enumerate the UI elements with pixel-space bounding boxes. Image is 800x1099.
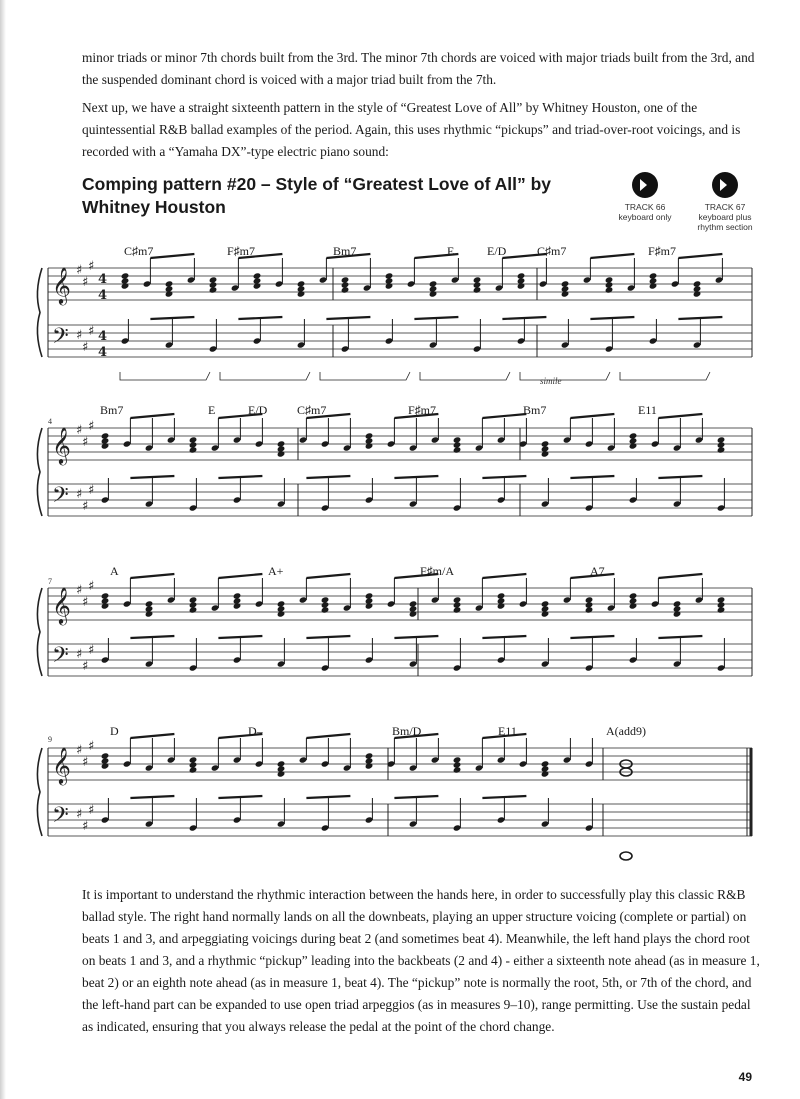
chord-symbol: Bm7 [100, 403, 124, 417]
note-head [253, 272, 262, 279]
note-head [585, 596, 594, 603]
beam [482, 414, 526, 418]
note-head [517, 272, 526, 279]
beam [150, 254, 194, 258]
note-head [189, 436, 198, 443]
chord-symbol: A(add9) [606, 724, 646, 738]
chord-symbol: E11 [498, 724, 517, 738]
measure-number: 7 [48, 577, 52, 586]
track-66-label: TRACK 66 [624, 202, 666, 212]
chord-symbol: A+ [268, 564, 284, 578]
beam [678, 317, 722, 319]
note-head [541, 760, 550, 767]
pedal-bracket [420, 372, 510, 380]
beam [394, 796, 438, 798]
beam [678, 254, 722, 258]
chord-symbol: E [447, 244, 455, 258]
sharp-icon: ♯ [82, 659, 89, 674]
sharp-icon: ♯ [88, 803, 95, 818]
note-head [121, 272, 130, 279]
note-head [473, 276, 482, 283]
sharp-icon: ♯ [82, 435, 89, 450]
beam [130, 414, 174, 418]
beam [570, 636, 614, 638]
beam [482, 636, 526, 638]
note-head [541, 600, 550, 607]
chord-symbol: Bm7 [523, 403, 547, 417]
chord-symbol: E [208, 403, 216, 417]
beam [394, 476, 438, 478]
note-head [693, 280, 702, 287]
bass-clef-icon: 𝄢 [52, 324, 69, 354]
beam [326, 317, 370, 319]
beam [218, 476, 262, 478]
beam [238, 317, 282, 319]
system-brace [37, 588, 42, 676]
note-head [189, 596, 198, 603]
note-head [605, 276, 614, 283]
body-paragraph: It is important to understand the rhythmic interaction between the hands here, in order to successfully play this classic R&B ballad style. The right hand normally lands on all the downbeats, playing an upper structure voicing (complete or partial) on beats 1 and 3, and arpeggiating voicings during beat 2 (and sometimes beat 4). Meanwhile, the left hand plays the chord root on beats 1 and 3, and a rhythmic “pickup” leading into the backbeats (2 and 4) - either a sixteenth note ahead (as in measure 1, beat 2) or an eighth note ahead (as in measure 1, beat 4). The “pickup” note is normally the root, 5th, or 7th of the chord, and the left-hand part can be expanded to use open triad arpeggios (as in measures 9–10), range permitting. Use the sustain pedal as indicated, ensuring that you always release the pedal at the point of the chord change. [82, 887, 760, 1034]
note-head [453, 756, 462, 763]
note-head [233, 592, 242, 599]
sharp-icon: ♯ [76, 647, 83, 662]
whole-note [620, 852, 632, 860]
beam [590, 317, 634, 319]
note-head [101, 592, 110, 599]
note-head [717, 436, 726, 443]
note-head [341, 276, 350, 283]
beam [130, 796, 174, 798]
notation-marks [101, 254, 751, 860]
beam [130, 476, 174, 478]
note-head [189, 756, 198, 763]
pedal-bracket [120, 372, 210, 380]
note-head [277, 600, 286, 607]
note-head [409, 600, 418, 607]
time-signature: 4 [98, 288, 108, 303]
sharp-icon: ♯ [82, 819, 89, 834]
treble-clef-icon: 𝄞 [52, 266, 71, 304]
sharp-icon: ♯ [76, 807, 83, 822]
note-head [541, 440, 550, 447]
chord-symbol: Bm/D [392, 724, 422, 738]
beam [306, 476, 350, 478]
track-66-note: keyboard only [618, 212, 672, 222]
beam [150, 317, 194, 319]
page-number: 49 [738, 1070, 752, 1084]
sharp-icon: ♯ [88, 419, 95, 434]
measure-number: 4 [48, 417, 52, 426]
treble-clef-icon: 𝄞 [52, 426, 71, 464]
chord-symbol: D– [248, 724, 263, 738]
note-head [453, 436, 462, 443]
sharp-icon: ♯ [88, 579, 95, 594]
bass-clef-icon: 𝄢 [52, 643, 69, 673]
sharp-icon: ♯ [76, 423, 83, 438]
sharp-icon: ♯ [88, 643, 95, 658]
note-head [365, 432, 374, 439]
beam [482, 476, 526, 478]
beam [306, 796, 350, 798]
bass-clef-icon: 𝄢 [52, 483, 69, 513]
beam [658, 574, 702, 578]
pedal-bracket [520, 372, 610, 380]
sharp-icon: ♯ [82, 755, 89, 770]
beam [570, 476, 614, 478]
pedal-bracket [320, 372, 410, 380]
note-head [165, 280, 174, 287]
note-head [321, 596, 330, 603]
note-head [365, 752, 374, 759]
beam [306, 636, 350, 638]
beam [394, 636, 438, 638]
system-brace [37, 428, 42, 516]
note-head [561, 280, 570, 287]
beam [658, 414, 702, 418]
chord-symbol: C♯m7 [297, 403, 327, 417]
chord-symbol: F♯m7 [408, 403, 437, 417]
chord-symbol: Bm7 [333, 244, 357, 258]
chord-symbol: C♯m7 [124, 244, 154, 258]
note-head [365, 592, 374, 599]
treble-clef-icon: 𝄞 [52, 746, 71, 784]
chord-symbol: E11 [638, 403, 657, 417]
measure-number: 9 [48, 735, 52, 744]
sharp-icon: ♯ [76, 743, 83, 758]
sharp-icon: ♯ [76, 583, 83, 598]
simile-marking: simile [540, 376, 562, 386]
sharp-icon: ♯ [82, 499, 89, 514]
note-head [629, 432, 638, 439]
beam [218, 636, 262, 638]
pedal-bracket [220, 372, 310, 380]
sharp-icon: ♯ [88, 259, 95, 274]
sharp-icon: ♯ [82, 340, 89, 355]
chord-symbol: F♯m/A [420, 564, 455, 578]
beam [130, 734, 174, 738]
chord-symbol: F♯m7 [648, 244, 677, 258]
time-signature: 4 [98, 345, 108, 360]
pedal-bracket [620, 372, 710, 380]
chord-symbol: F♯m7 [227, 244, 256, 258]
note-head [673, 600, 682, 607]
chord-symbol: A [110, 564, 119, 578]
sharp-icon: ♯ [76, 487, 83, 502]
note-head [101, 752, 110, 759]
chord-symbol: D [110, 724, 119, 738]
note-head [209, 276, 218, 283]
note-head [145, 600, 154, 607]
beam [306, 574, 350, 578]
beam [590, 254, 634, 258]
sharp-icon: ♯ [88, 739, 95, 754]
note-head [429, 280, 438, 287]
note-head [101, 432, 110, 439]
note-head [629, 592, 638, 599]
track-67-label: TRACK 67 [704, 202, 746, 212]
note-head [717, 596, 726, 603]
treble-clef-icon: 𝄞 [52, 586, 71, 624]
beam [414, 317, 458, 319]
sharp-icon: ♯ [82, 275, 89, 290]
sharp-icon: ♯ [88, 324, 95, 339]
intro-paragraph-2: Next up, we have a straight sixteenth pattern in the style of “Greatest Love of All” by Whitney Houston, one of the quintessential R&B ballad examples of the period. Again, this uses rhythmic “pickups” and triad-over-root voicings, and is recorded with a “Yamaha DX”-type electric piano sound: [82, 100, 741, 159]
intro-paragraph-1: minor triads or minor 7th chords built from the 3rd. The minor 7th chords are voiced with major triads built from the 3rd, and the suspended dominant chord is voiced with a major triad built from the 7th. [82, 50, 755, 87]
beam [130, 636, 174, 638]
note-head [297, 280, 306, 287]
note-head [497, 592, 506, 599]
note-head [385, 272, 394, 279]
beam [502, 317, 546, 319]
beam [218, 796, 262, 798]
note-head [649, 272, 658, 279]
sharp-icon: ♯ [76, 328, 83, 343]
beam [130, 574, 174, 578]
chord-symbol: E/D [487, 244, 507, 258]
bass-clef-icon: 𝄢 [52, 803, 69, 833]
example-title: Comping pattern #20 – Style of “Greatest Love of All” by Whitney Houston [82, 174, 552, 217]
beam [482, 796, 526, 798]
sharp-icon: ♯ [82, 595, 89, 610]
system-brace [37, 748, 42, 836]
beam [218, 574, 262, 578]
system-brace [37, 268, 42, 357]
chord-symbol: A7 [590, 564, 605, 578]
time-signature: 4 [98, 329, 108, 344]
chord-symbol: C♯m7 [537, 244, 567, 258]
beam [658, 636, 702, 638]
note-head [277, 760, 286, 767]
note-head [277, 440, 286, 447]
chord-symbol: E/D [248, 403, 268, 417]
beam [482, 574, 526, 578]
track-67-note: keyboard plus rhythm section [697, 212, 753, 232]
sharp-icon: ♯ [88, 483, 95, 498]
beam [306, 734, 350, 738]
time-signature: 4 [98, 272, 108, 287]
beam [658, 476, 702, 478]
beam [570, 414, 614, 418]
sharp-icon: ♯ [76, 263, 83, 278]
note-head [453, 596, 462, 603]
